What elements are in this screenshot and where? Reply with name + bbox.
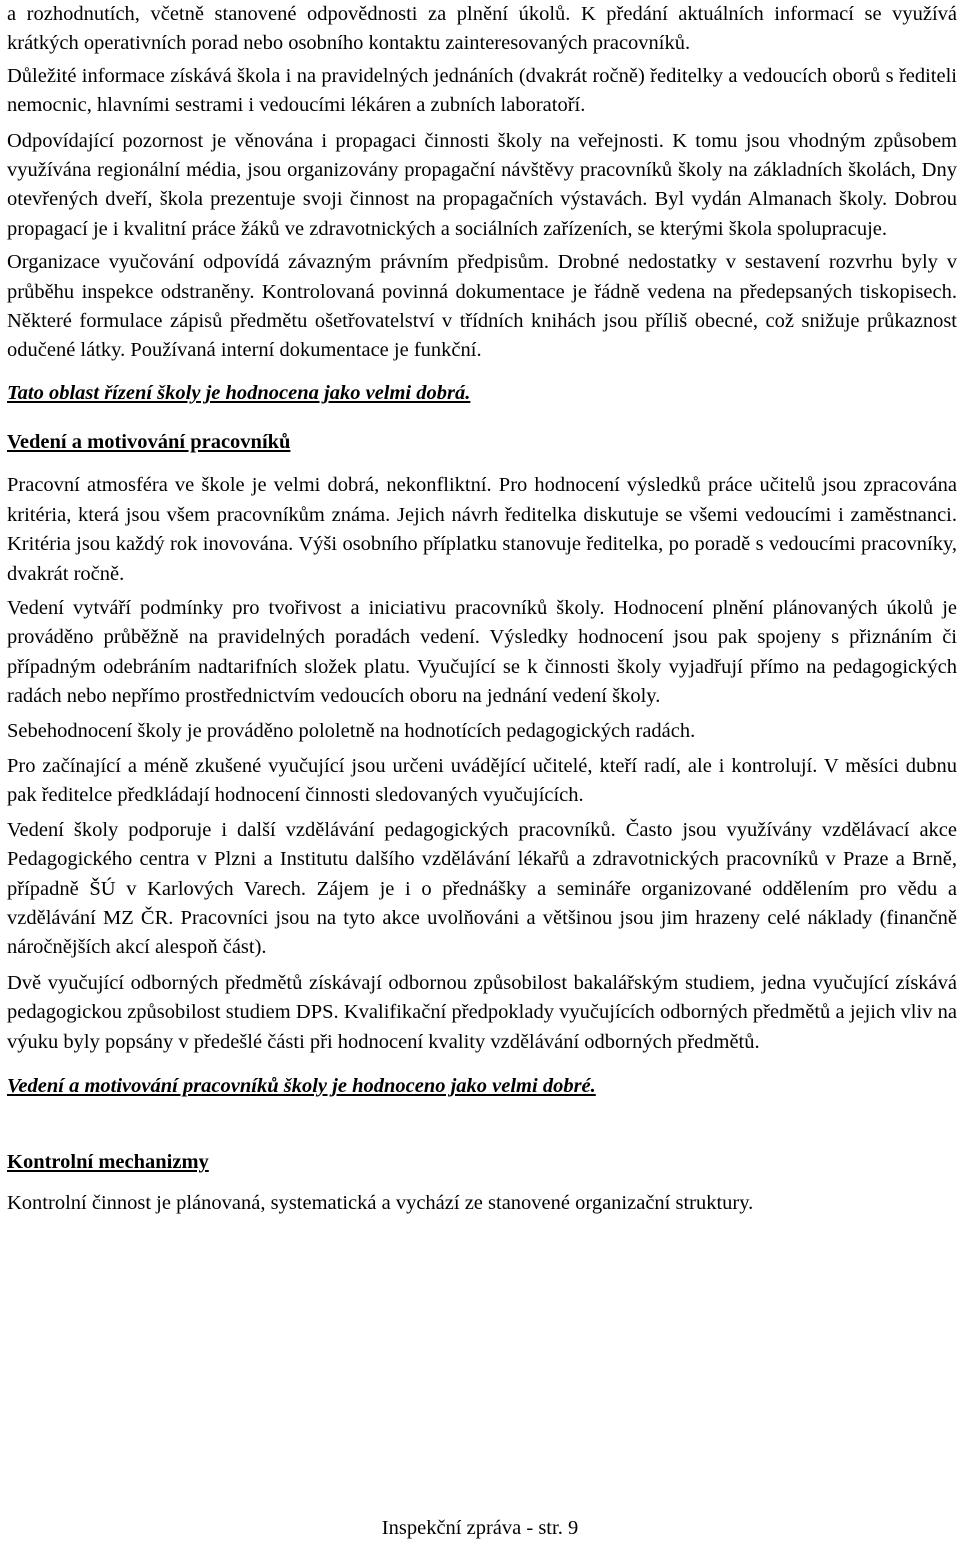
paragraph: Vedení školy podporuje i další vzdělávání pedagogických pracovníků. Často jsou využívány vzdělávací akce Pedagogického centra v Plzni a Institutu dalšího vzdělávání lékařů a zdravotnických pracovníků v Praze a Brně, případně ŠÚ v Karlových Varech. Zájem je i o přednášky a semináře organizované oddělením pro vědu a vzdělávání MZ ČR. Pracovníci jsou na tyto akce uvolňováni a většinou jsou jim hrazeny celé náklady (finančně náročnějších akcí alespoň část).: [7, 818, 957, 959]
section-heading: Kontrolní mechanizmy: [7, 1151, 209, 1174]
paragraph: Pro začínající a méně zkušené vyučující jsou určeni uvádějící učitelé, kteří radí, ale i kontrolují. V měsíci dubnu pak ředitelce předkládají hodnocení činnosti sledovaných vyučujících.: [7, 754, 957, 807]
section-verdict: Vedení a motivování pracovníků školy je hodnoceno jako velmi dobré.: [7, 1075, 596, 1097]
section-verdict: Tato oblast řízení školy je hodnocena jako velmi dobrá.: [7, 381, 471, 404]
paragraph: a rozhodnutích, včetně stanovené odpovědnosti za plnění úkolů. K předání aktuálních informací se využívá krátkých operativních porad nebo osobního kontaktu zainteresovaných pracovníků.: [7, 3, 957, 55]
section-heading: Vedení a motivování pracovníků: [7, 431, 291, 454]
page-footer: Inspekční zpráva - str. 9: [381, 1517, 579, 1539]
paragraph: Kontrolní činnost je plánovaná, systematická a vychází ze stanovené organizační struktury.: [7, 1192, 754, 1215]
paragraph: Sebehodnocení školy je prováděno pololetně na hodnotících pedagogických radách.: [7, 719, 696, 742]
paragraph: Dvě vyučující odborných předmětů získávají odbornou způsobilost bakalářským studiem, jedna vyučující získává pedagogickou způsobilost studiem DPS. Kvalifikační předpoklady vyučujících odborných předmětů a jejich vliv na výuku byly popsány v předešlé části při hodnocení kvality vzdělávání odborných předmětů.: [7, 971, 957, 1053]
document-page: [7, 0, 957, 1219]
paragraph: Organizace vyučování odpovídá závazným právním předpisům. Drobné nedostatky v sestavení rozvrhu byly v průběhu inspekce odstraněny. Kontrolovaná povinná dokumentace je řádně vedena na předepsaných tiskopisech. Některé formulace zápisů předmětu ošetřovatelství v třídních knihách jsou příliš obecné, což snižuje průkaznost odučené látky. Používaná interní dokumentace je funkční.: [7, 251, 957, 362]
paragraph: Důležité informace získává škola i na pravidelných jednáních (dvakrát ročně) ředitelky a vedoucích oborů s řediteli nemocnic, hlavními sestrami i vedoucími lékáren a zubních laboratoří.: [7, 64, 957, 117]
paragraph: Pracovní atmosféra ve škole je velmi dobrá, nekonfliktní. Pro hodnocení výsledků práce učitelů jsou zpracována kritéria, která jsou všem pracovníkům známa. Jejich návrh ředitelka diskutuje se všemi vedoucími i zaměstnanci. Kritéria jsou každý rok inovována. Výši osobního příplatku stanovuje ředitelka, po poradě s vedoucími pracovníky, dvakrát ročně.: [7, 474, 957, 585]
paragraph: Odpovídající pozornost je věnována i propagaci činnosti školy na veřejnosti. K tomu jsou vhodným způsobem využívána regionální média, jsou organizovány propagační návštěvy pracovníků školy na základních školách, Dny otevřených dveří, škola prezentuje svoji činnost na propagačních výstavách. Byl vydán Almanach školy. Dobrou propagací je i kvalitní práce žáků ve zdravotnických a sociálních zařízeních, se kterými škola spolupracuje.: [7, 129, 957, 240]
paragraph: Vedení vytváří podmínky pro tvořivost a iniciativu pracovníků školy. Hodnocení plnění plánovaných úkolů je prováděno průběžně na pravidelných poradách vedení. Výsledky hodnocení jsou pak spojeny s přiznáním či případným odebráním nadtarifních složek platu. Vyučující se k činnosti školy vyjadřují přímo na pedagogických radách nebo nepřímo prostřednictvím vedoucích oboru na jednání vedení školy.: [7, 596, 957, 708]
